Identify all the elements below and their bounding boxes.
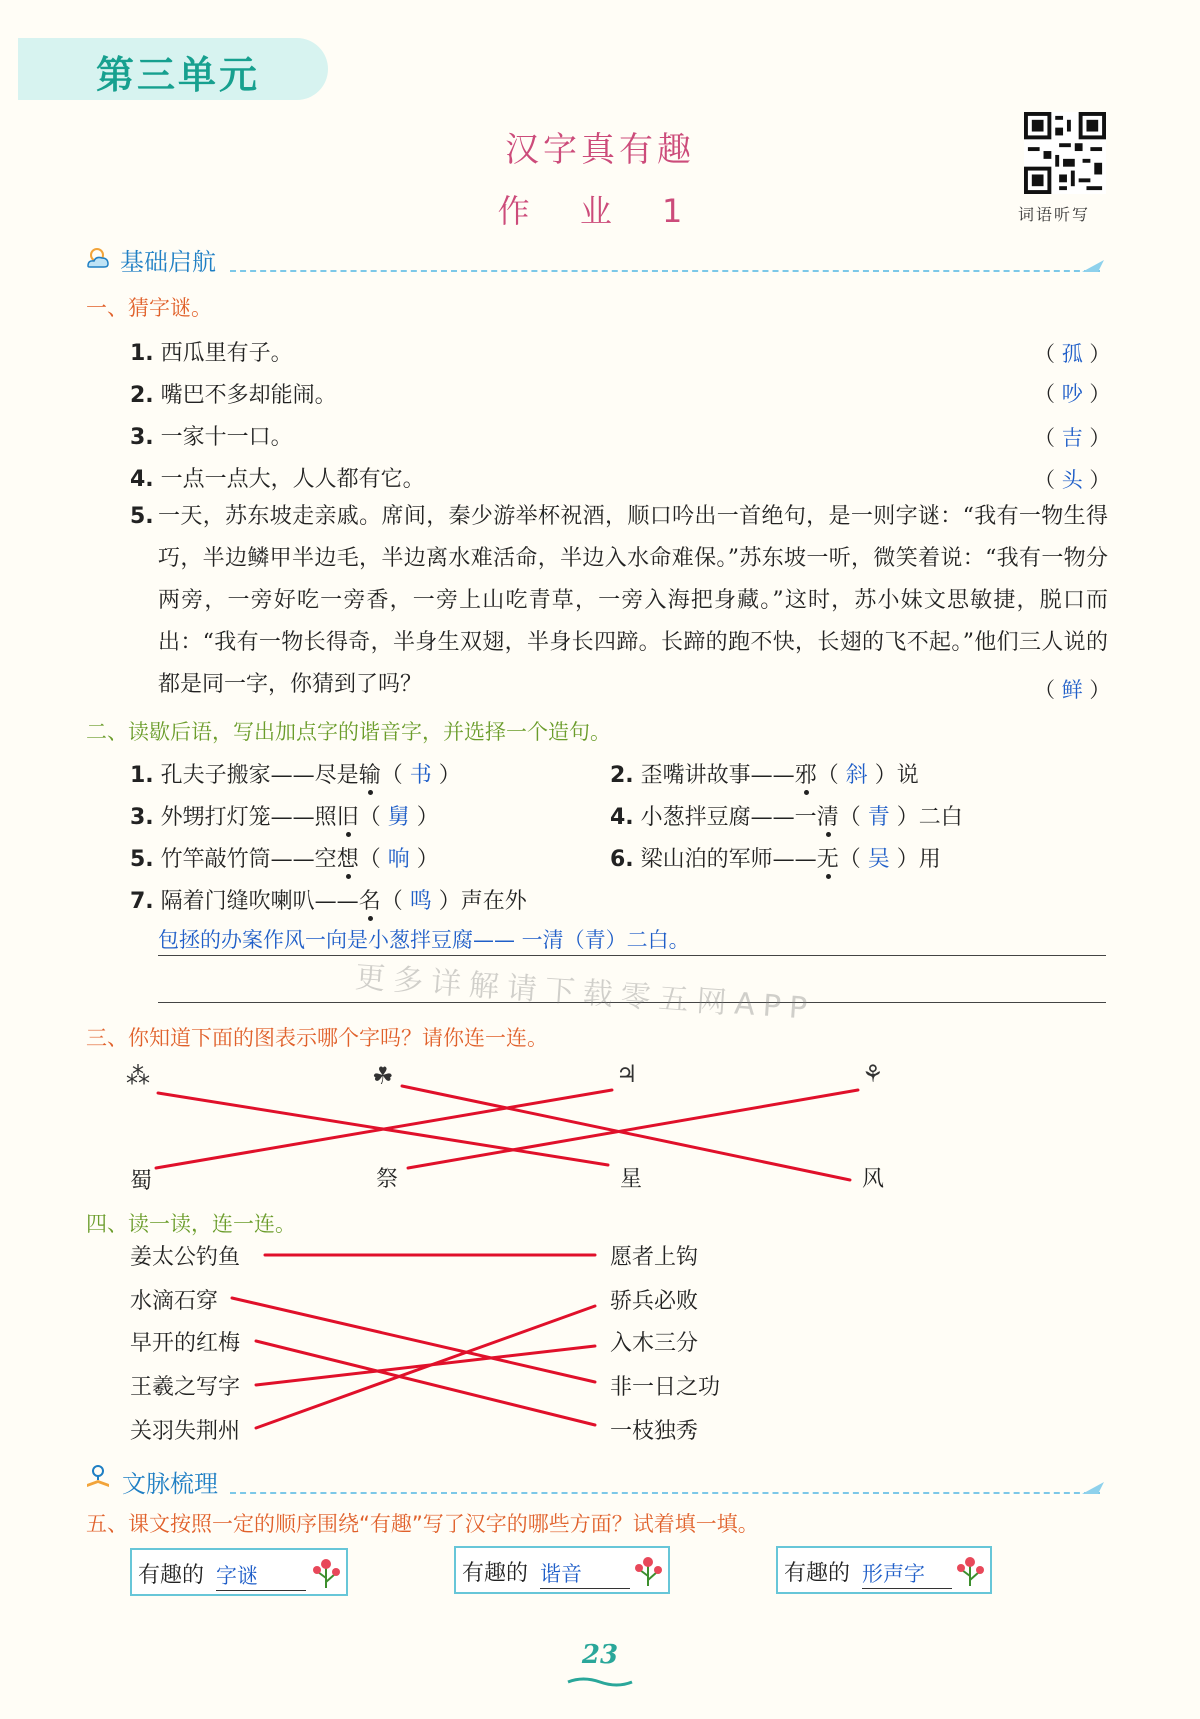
ancient-glyph-ji[interactable]: ⚘: [862, 1060, 884, 1088]
idiom-line-3: [256, 1341, 595, 1425]
flower-icon: [952, 1552, 988, 1588]
xiehouyu-2: 2. 歪嘴讲故事——邪（ 斜 ）说: [610, 758, 919, 789]
riddle-3: 3. 一家十一口。: [130, 425, 293, 450]
ancient-glyph-wind[interactable]: ☘: [372, 1062, 394, 1090]
flower-icon: [630, 1552, 666, 1588]
sentence-answer[interactable]: 包拯的办案作风一向是小葱拌豆腐—— 一清（青）二白。: [158, 928, 690, 952]
question-2-heading: 二、读歇后语，写出加点字的谐音字，并选择一个造句。: [86, 720, 611, 744]
riddle-4-answer[interactable]: （ 头 ）: [1034, 468, 1111, 492]
riddle-4: 4. 一点一点大，人人都有它。: [130, 467, 425, 492]
riddle-2-answer[interactable]: （ 吵 ）: [1034, 382, 1111, 406]
fill-label: 有趣的: [462, 1561, 529, 1586]
xiehouyu-1-answer[interactable]: 书: [409, 763, 432, 788]
page-number: 23: [581, 1640, 619, 1670]
idiom-left-1[interactable]: 姜太公钓鱼: [130, 1245, 241, 1270]
watermark: 更多详解请下载零五网APP: [354, 959, 817, 1028]
match-line-shu: [156, 1090, 612, 1168]
question-4-heading: 四、读一读，连一连。: [86, 1212, 296, 1236]
riddle-3-answer[interactable]: （ 吉 ）: [1034, 426, 1111, 450]
question-3-heading: 三、你知道下面的图表示哪个字吗？请你连一连。: [86, 1026, 548, 1050]
xiehouyu-3: 3. 外甥打灯笼——照旧（ 舅 ）: [130, 800, 439, 831]
fill-box-2: [454, 1546, 670, 1594]
xiehouyu-4: 4. 小葱拌豆腐——一清（ 青 ）二白: [610, 800, 963, 831]
riddle-5-story: 一天，苏东坡走亲戚。席间，秦少游举杯祝酒，顺口吟出一首绝句，是一则字谜：“我有一物生得巧，半边鳞甲半边毛，半边离水难活命，半边入水命难保。”苏东坡一听，微笑着说：“我有一物分两旁，一旁好吃一旁香，一旁上山吃青草，一旁入海把身藏。”这时，苏小妹文思敏捷，脱口而出：“我有一物长得奇，半身生双翅，半身长四蹄。长蹄的跑不快，长翅的飞不起。”他们三人说的都是同一字，你猜到了吗？: [158, 504, 1108, 697]
fill-box-1: [130, 1548, 348, 1596]
book-pin-icon: [84, 1462, 112, 1490]
idiom-right-1[interactable]: 愿者上钩: [610, 1245, 699, 1270]
riddle-2: 2. 嘴巴不多却能闹。: [130, 383, 337, 408]
xiehouyu-7: 7. 隔着门缝吹喇叭——名（ 鸣 ）声在外: [130, 884, 527, 915]
page-number-ornament: [566, 1676, 634, 1688]
xiehouyu-4-answer[interactable]: 青: [867, 805, 890, 830]
riddle-1: 1. 西瓜里有子。: [130, 341, 293, 366]
unit-title: 第三单元: [96, 53, 261, 97]
idiom-right-2[interactable]: 骄兵必败: [610, 1289, 699, 1314]
idiom-right-3[interactable]: 入木三分: [610, 1331, 699, 1356]
xiehouyu-3-answer[interactable]: 舅: [387, 805, 410, 830]
section-divider: [230, 1492, 1100, 1494]
flower-icon: [308, 1554, 344, 1590]
idiom-left-4[interactable]: 王羲之写字: [130, 1375, 241, 1400]
fill-box-3: [776, 1546, 992, 1594]
match-line-wind: [402, 1086, 850, 1180]
xiehouyu-1: 1. 孔夫子搬家——尽是输（ 书 ）: [130, 758, 461, 789]
xiehouyu-7-answer[interactable]: 鸣: [409, 889, 432, 914]
idiom-left-5[interactable]: 关羽失荆州: [130, 1419, 241, 1444]
fill-label: 有趣的: [784, 1561, 851, 1586]
question-1-heading: 一、猜字谜。: [86, 296, 212, 320]
modern-char-ji[interactable]: 祭: [376, 1167, 399, 1192]
question-5-heading: 五、课文按照一定的顺序围绕“有趣”写了汉字的哪些方面？试着填一填。: [86, 1512, 759, 1536]
xiehouyu-6: 6. 梁山泊的军师——无（ 吴 ）用: [610, 842, 941, 873]
modern-char-shu[interactable]: 蜀: [130, 1169, 153, 1194]
feather-icon: [1080, 1480, 1106, 1496]
fill-answer-3[interactable]: 形声字: [862, 1558, 952, 1589]
modern-char-feng[interactable]: 风: [862, 1167, 885, 1192]
idiom-right-5[interactable]: 一枝独秀: [610, 1419, 699, 1444]
section-basic-title: 基础启航: [120, 248, 216, 276]
qr-caption: 词语听写: [1018, 205, 1091, 224]
riddle-5-number: 5.: [130, 504, 154, 529]
ancient-glyph-star[interactable]: ⁂: [126, 1062, 150, 1090]
idiom-left-2[interactable]: 水滴石穿: [130, 1289, 219, 1314]
modern-char-xing[interactable]: 星: [620, 1167, 643, 1192]
riddle-5-answer[interactable]: （ 鲜 ）: [1034, 678, 1111, 702]
homework-title: 作 业 1: [497, 192, 703, 230]
fill-answer-2[interactable]: 谐音: [540, 1558, 630, 1589]
idiom-right-4[interactable]: 非一日之功: [610, 1375, 721, 1400]
lesson-title: 汉字真有趣: [505, 130, 695, 170]
xiehouyu-2-answer[interactable]: 斜: [845, 763, 868, 788]
fill-label: 有趣的: [138, 1563, 205, 1588]
fill-answer-1[interactable]: 字谜: [216, 1560, 306, 1591]
section-outline-title: 文脉梳理: [122, 1470, 218, 1498]
ancient-glyph-shu[interactable]: ♃: [616, 1060, 638, 1088]
idiom-line-5: [256, 1306, 595, 1428]
idiom-left-3[interactable]: 早开的红梅: [130, 1331, 241, 1356]
idiom-line-2: [232, 1298, 595, 1382]
riddle-1-answer[interactable]: （ 孤 ）: [1034, 342, 1111, 366]
xiehouyu-6-answer[interactable]: 吴: [867, 847, 890, 872]
xiehouyu-5-answer[interactable]: 响: [387, 847, 410, 872]
xiehouyu-5: 5. 竹竿敲竹筒——空想（ 响 ）: [130, 842, 439, 873]
